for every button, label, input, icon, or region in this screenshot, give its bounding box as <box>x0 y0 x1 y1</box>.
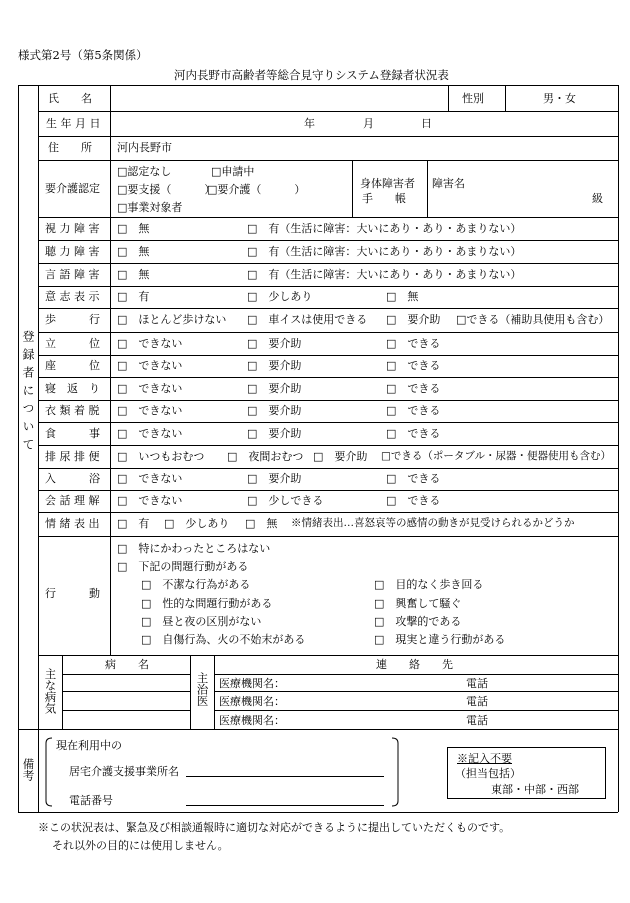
rolling-option-can[interactable]: □ できる <box>386 382 441 395</box>
behavior-right-0[interactable]: □ 目的なく歩き回る <box>374 578 484 591</box>
institution-phone-3: 電話 <box>466 714 488 727</box>
status-label-standing: 立 位 <box>45 337 100 350</box>
status-label-comprehension: 会 話 理 解 <box>45 494 100 507</box>
hearing-option-yes[interactable]: □ 有（生活に障害：大いにあり・あり・あまりない） <box>247 245 522 258</box>
standing-option-assist[interactable]: □ 要介助 <box>247 337 302 350</box>
behavior-right-3[interactable]: □ 現実と違う行動がある <box>374 633 506 646</box>
area-options: 東部・中部・西部 <box>491 783 579 796</box>
institution-label-3: 医療機関名： <box>219 714 285 727</box>
behavior-has-issue[interactable]: □ 下記の問題行動がある <box>117 560 249 573</box>
status-label-speech: 言 語 障 害 <box>45 268 100 281</box>
emotion-option-yes[interactable]: □ 有 <box>117 517 150 530</box>
standing-option-cannot[interactable]: □ できない <box>117 337 183 350</box>
toileting-option-night-diaper[interactable]: □ 夜間おむつ <box>227 450 304 463</box>
care-label: 要介護認定 <box>45 182 100 195</box>
toileting-option-always-diaper[interactable]: □ いつもおむつ <box>117 450 205 463</box>
status-label-dressing: 衣 類 着 脱 <box>45 404 100 417</box>
status-label-sitting: 座 位 <box>45 359 100 372</box>
walking-option-can[interactable]: □できる（補助具使用も含む） <box>456 313 610 326</box>
birth-label: 生 年 月 日 <box>46 117 101 130</box>
disability-label-2: 手 帳 <box>362 192 406 205</box>
institution-phone-1: 電話 <box>466 677 488 690</box>
disability-grade: 級 <box>592 192 603 205</box>
behavior-left-2[interactable]: □ 昼と夜の区別がない <box>141 615 262 628</box>
name-label: 氏 名 <box>48 92 92 105</box>
current-use-label: 現在利用中の <box>56 739 122 752</box>
speech-option-none[interactable]: □ 無 <box>117 268 150 281</box>
footer-note-1: ※この状況表は、緊急及び相談通報時に適切な対応ができるように提出していただくものです。 <box>38 821 511 834</box>
institution-label-2: 医療機関名： <box>219 695 285 708</box>
standing-option-can[interactable]: □ できる <box>386 337 441 350</box>
address-label: 住 所 <box>48 141 92 154</box>
form-number: 様式第2号（第5条関係） <box>18 48 148 62</box>
behavior-no-issue[interactable]: □ 特にかわったところはない <box>117 542 271 555</box>
rolling-option-cannot[interactable]: □ できない <box>117 382 183 395</box>
bathing-option-assist[interactable]: □ 要介助 <box>247 472 302 485</box>
care-option-none[interactable]: □認定なし <box>117 165 172 178</box>
speech-option-yes[interactable]: □ 有（生活に障害：大いにあり・あり・あまりない） <box>247 268 522 281</box>
walking-option-assist[interactable]: □ 要介助 <box>386 313 441 326</box>
expression-option-yes[interactable]: □ 有 <box>117 290 150 303</box>
disability-label-1: 身体障害者 <box>360 177 415 190</box>
dressing-option-assist[interactable]: □ 要介助 <box>247 404 302 417</box>
birth-month: 月 <box>363 117 374 130</box>
emotion-note: ※情緒表出…喜怒哀等の感情の動きが見受けられるかどうか <box>291 517 575 529</box>
disease-header: 病 名 <box>105 658 149 671</box>
sitting-option-cannot[interactable]: □ できない <box>117 359 183 372</box>
care-option-applying[interactable]: □申請中 <box>211 165 255 178</box>
form-title: 河内長野市高齢者等総合見守りシステム登録者状況表 <box>174 68 449 82</box>
birth-year: 年 <box>304 117 315 130</box>
expression-option-none[interactable]: □ 無 <box>386 290 419 303</box>
disease-label: 主な病気 <box>43 668 58 714</box>
gender-label: 性別 <box>462 92 484 105</box>
remarks-phone-label: 電話番号 <box>69 794 113 807</box>
comprehension-option-can[interactable]: □ できる <box>386 494 441 507</box>
status-label-toileting: 排 尿 排 便 <box>45 450 100 463</box>
status-label-vision: 視 力 障 害 <box>45 222 100 235</box>
comprehension-option-cannot[interactable]: □ できない <box>117 494 183 507</box>
status-label-walking: 歩 行 <box>45 313 100 326</box>
no-entry-label: ※記入不要 <box>457 752 512 765</box>
vision-option-none[interactable]: □ 無 <box>117 222 150 235</box>
expression-option-some[interactable]: □ 少しあり <box>247 290 313 303</box>
footer-note-2: それ以外の目的には使用しません。 <box>52 839 229 852</box>
walking-option-wheelchair[interactable]: □ 車イスは使用できる <box>247 313 368 326</box>
registrant-side-label: 登録者について <box>21 330 35 456</box>
remarks-phone-line[interactable] <box>186 805 384 806</box>
office-name-line[interactable] <box>186 776 384 777</box>
status-label-bathing: 入 浴 <box>45 472 100 485</box>
remarks-bracket-left <box>44 737 54 807</box>
vision-option-yes[interactable]: □ 有（生活に障害：大いにあり・あり・あまりない） <box>247 222 522 235</box>
behavior-right-2[interactable]: □ 攻撃的である <box>374 615 462 628</box>
status-label-hearing: 聴 力 障 害 <box>45 245 100 258</box>
comprehension-option-some[interactable]: □ 少しできる <box>247 494 324 507</box>
sitting-option-can[interactable]: □ できる <box>386 359 441 372</box>
remarks-label: 備考 <box>21 758 36 781</box>
rolling-option-assist[interactable]: □ 要介助 <box>247 382 302 395</box>
remarks-bracket-right <box>390 737 400 807</box>
doctor-label: 主治医 <box>195 672 210 707</box>
care-option-care[interactable]: □要介護（ ） <box>207 183 306 196</box>
behavior-left-0[interactable]: □ 不潔な行為がある <box>141 578 251 591</box>
toileting-option-can[interactable]: □できる（ポータブル・尿器・便器使用も含む） <box>381 450 611 462</box>
dressing-option-cannot[interactable]: □ できない <box>117 404 183 417</box>
hearing-option-none[interactable]: □ 無 <box>117 245 150 258</box>
eating-option-can[interactable]: □ できる <box>386 427 441 440</box>
area-label: （担当包括） <box>455 767 521 780</box>
bathing-option-can[interactable]: □ できる <box>386 472 441 485</box>
behavior-label: 行 動 <box>45 587 100 600</box>
birth-day: 日 <box>421 117 432 130</box>
eating-option-cannot[interactable]: □ できない <box>117 427 183 440</box>
care-option-support[interactable]: □要支援（ ） <box>117 183 216 196</box>
gender-options: 男・女 <box>543 92 576 105</box>
emotion-option-none[interactable]: □ 無 <box>245 517 278 530</box>
eating-option-assist[interactable]: □ 要介助 <box>247 427 302 440</box>
institution-phone-2: 電話 <box>466 695 488 708</box>
toileting-option-assist[interactable]: □ 要介助 <box>313 450 368 463</box>
status-label-eating: 食 事 <box>45 427 100 440</box>
status-label-emotion: 情 緒 表 出 <box>45 517 100 530</box>
bathing-option-cannot[interactable]: □ できない <box>117 472 183 485</box>
behavior-left-1[interactable]: □ 性的な問題行動がある <box>141 597 273 610</box>
institution-label-1: 医療機関名： <box>219 677 285 690</box>
sitting-option-assist[interactable]: □ 要介助 <box>247 359 302 372</box>
address-value: 河内長野市 <box>117 141 172 154</box>
disability-name-label: 障害名 <box>432 177 465 190</box>
behavior-right-1[interactable]: □ 興奮して騒ぐ <box>374 597 462 610</box>
status-label-rolling: 寝 返 り <box>45 382 100 395</box>
care-option-target[interactable]: □事業対象者 <box>117 201 183 214</box>
dressing-option-can[interactable]: □ できる <box>386 404 441 417</box>
status-label-expression: 意 志 表 示 <box>45 290 100 303</box>
walking-option-cannot[interactable]: □ ほとんど歩けない <box>117 313 227 326</box>
behavior-left-3[interactable]: □ 自傷行為、火の不始末がある <box>141 633 306 646</box>
office-name-label: 居宅介護支援事業所名 <box>69 765 179 778</box>
emotion-option-some[interactable]: □ 少しあり <box>164 517 230 530</box>
contact-header: 連 絡 先 <box>376 658 453 671</box>
